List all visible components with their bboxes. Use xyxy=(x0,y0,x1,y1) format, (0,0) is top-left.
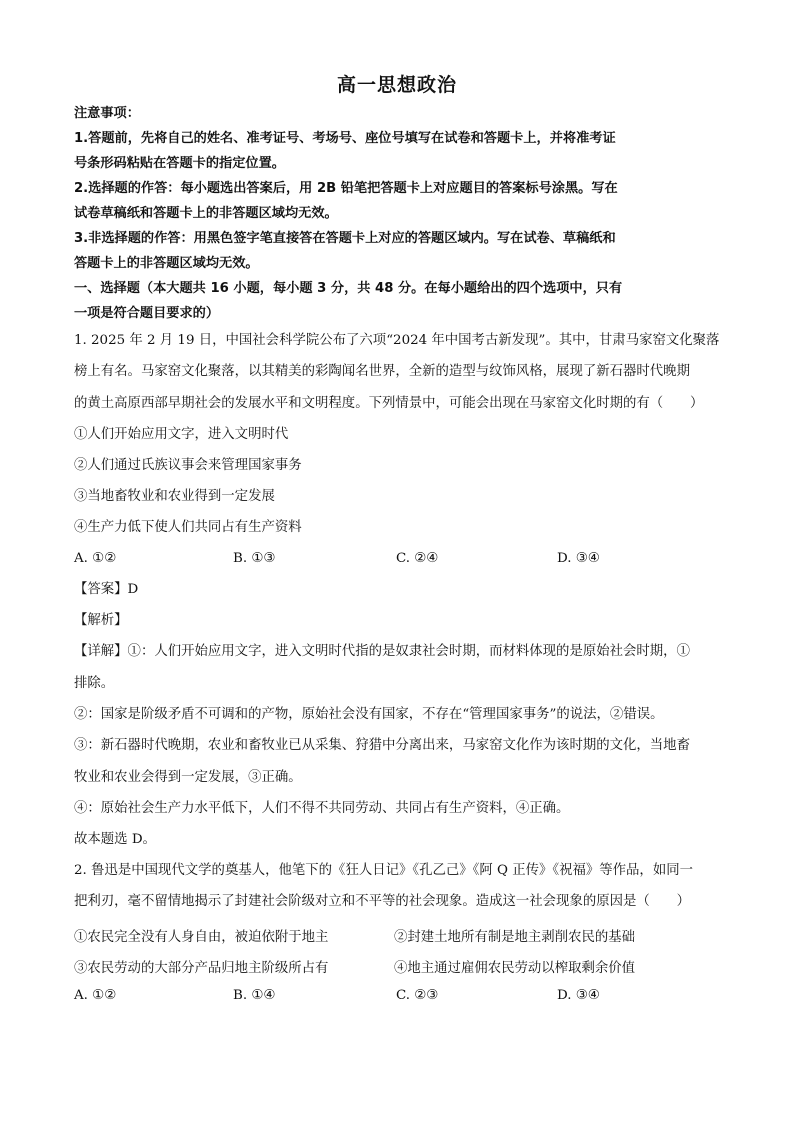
section-heading-cont: 一项是符合题目要求的） xyxy=(74,306,220,321)
q1-analysis-label: 【解析】 xyxy=(74,613,128,628)
q1-option-b: B. ①③ xyxy=(233,551,276,566)
q1-explain-line: 【详解】①：人们开始应用文字，进入文明时代指的是奴隶社会时期，而材料体现的是原始社会时期，① xyxy=(74,644,690,659)
q1-explain-line: ②：国家是阶级矛盾不可调和的产物，原始社会没有国家，不存在“管理国家事务”的说法，②错误。 xyxy=(74,707,664,722)
q1-explain-line: ③：新石器时代晚期，农业和畜牧业已从采集、狩猎中分离出来，马家窑文化作为该时期的文化，当地畜 xyxy=(74,738,690,753)
q1-stem-line: 1. 2025 年 2 月 19 日，中国社会科学院公布了六项“2024 年中国考古新发现”。其中，甘肃马家窑文化聚落 xyxy=(74,333,720,348)
q2-stem-line: 把利刃，毫不留情地揭示了封建社会阶级对立和不平等的社会现象。造成这一社会现象的原因是（ ） xyxy=(74,894,690,909)
q2-item: ③农民劳动的大部分产品归地主阶级所占有 xyxy=(74,961,329,976)
notice-line: 答题卡上的非答题区域均无效。 xyxy=(74,256,259,271)
notice-heading: 注意事项： xyxy=(74,106,140,121)
q1-explain-line: ④：原始社会生产力水平低下，人们不得不共同劳动、共同占有生产资料，④正确。 xyxy=(74,801,570,816)
q2-option-c: C. ②③ xyxy=(396,988,439,1003)
q1-option-c: C. ②④ xyxy=(396,551,439,566)
q1-item: ②人们通过氏族议事会来管理国家事务 xyxy=(74,458,302,473)
q1-answer: 【答案】D xyxy=(74,582,139,597)
q1-explain-line: 排除。 xyxy=(74,676,115,691)
q2-stem-line: 2. 鲁迅是中国现代文学的奠基人，他笔下的《狂人日记》《孔乙己》《阿 Q 正传》《祝福》等作品，如同一 xyxy=(74,863,693,878)
q1-explain-line: 故本题选 D。 xyxy=(74,832,156,847)
q2-item: ④地主通过雇佣农民劳动以榨取剩余价值 xyxy=(394,961,636,976)
q1-stem-line: 的黄土高原西部早期社会的发展水平和文明程度。下列情景中，可能会出现在马家窑文化时期的有（ ） xyxy=(74,396,704,411)
q2-item: ①农民完全没有人身自由，被迫依附于地主 xyxy=(74,930,329,945)
notice-line: 3.非选择题的作答：用黑色签字笔直接答在答题卡上对应的答题区域内。写在试卷、草稿纸和 xyxy=(74,231,616,246)
notice-line: 试卷草稿纸和答题卡上的非答题区域均无效。 xyxy=(74,206,338,221)
q1-stem-line: 榜上有名。马家窑文化聚落，以其精美的彩陶闻名世界，全新的造型与纹饰风格，展现了新石器时代晚期 xyxy=(74,364,690,379)
q1-item: ④生产力低下使人们共同占有生产资料 xyxy=(74,520,302,535)
q1-option-a: A. ①② xyxy=(74,551,117,566)
q2-option-a: A. ①② xyxy=(74,988,117,1003)
q1-item: ①人们开始应用文字，进入文明时代 xyxy=(74,427,289,442)
notice-line: 1.答题前，先将自己的姓名、准考证号、考场号、座位号填写在试卷和答题卡上，并将准考证 xyxy=(74,131,616,146)
q2-item: ②封建土地所有制是地主剥削农民的基础 xyxy=(394,930,636,945)
notice-line: 2.选择题的作答：每小题选出答案后，用 2B 铅笔把答题卡上对应题目的答案标号涂黑。写在 xyxy=(74,181,618,196)
q1-option-d: D. ③④ xyxy=(557,551,600,566)
section-heading: 一、选择题（本大题共 16 小题，每小题 3 分，共 48 分。在每小题给出的四个选项中，只有 xyxy=(74,281,623,296)
q1-explain-line: 牧业和农业会得到一定发展，③正确。 xyxy=(74,770,302,785)
page-title: 高一思想政治 xyxy=(336,74,457,96)
q2-option-d: D. ③④ xyxy=(557,988,600,1003)
notice-line: 号条形码粘贴在答题卡的指定位置。 xyxy=(74,156,285,171)
q1-item: ③当地畜牧业和农业得到一定发展 xyxy=(74,489,275,504)
q2-option-b: B. ①④ xyxy=(233,988,276,1003)
